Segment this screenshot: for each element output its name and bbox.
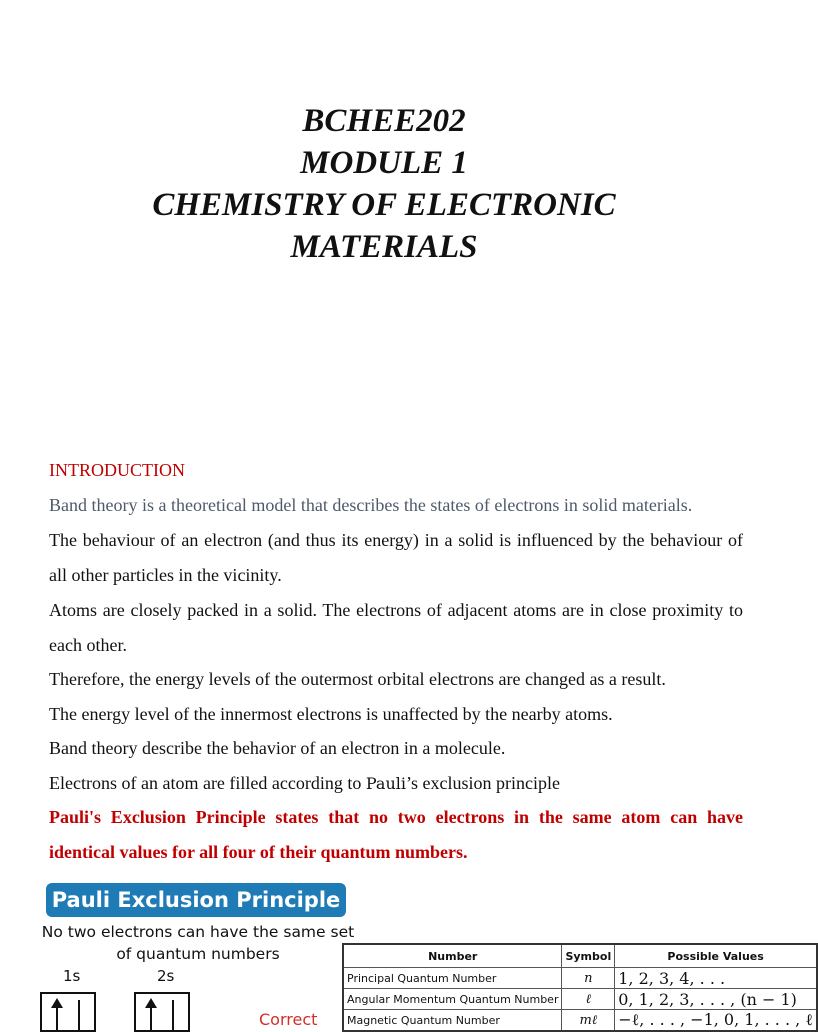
paragraph-6-prefix: Electrons of an atom are filled according to — [49, 773, 366, 793]
quantum-number-symbol: mℓ — [562, 1010, 615, 1032]
module-title-line-2: MATERIALS — [290, 229, 478, 265]
pauli-name: Pauli — [365, 774, 406, 793]
section-heading: INTRODUCTION — [49, 460, 185, 480]
column-header: Possible Values — [615, 944, 817, 968]
course-code: BCHEE202 — [302, 103, 466, 139]
table-header-row — [343, 944, 817, 968]
quantum-number-values: 1, 2, 3, 4, . . . — [615, 968, 817, 989]
column-header: Number — [343, 944, 562, 968]
quantum-number-values: −ℓ, . . . , −1, 0, 1, . . . , ℓ — [615, 1010, 817, 1032]
orbital-box-2s — [134, 992, 190, 1032]
paragraph-1: The behaviour of an electron (and thus its energy) in a solid is influenced by the behaviour of all other particles in the vicinity. — [49, 530, 743, 585]
figure-badge: Pauli Exclusion Principle — [46, 883, 346, 917]
module-number: MODULE 1 — [300, 145, 468, 181]
quantum-number-values: 0, 1, 2, 3, . . . , (n − 1) — [615, 989, 817, 1010]
correct-label: Correct — [259, 1010, 318, 1029]
paragraph-5: Band theory describe the behavior of an electron in a molecule. — [49, 738, 506, 758]
lead-paragraph: Band theory is a theoretical model that describes the states of electrons in solid materials. — [49, 495, 693, 515]
paragraph-6 — [49, 766, 743, 801]
table-row — [343, 1010, 817, 1032]
spin-up-arrow-icon — [56, 1000, 58, 1030]
paragraph-2: Atoms are closely packed in a solid. The electrons of adjacent atoms are in close proximity to each other. — [49, 600, 743, 655]
column-header: Symbol — [562, 944, 615, 968]
quantum-number-symbol: ℓ — [562, 989, 615, 1010]
pauli-statement: Pauli's Exclusion Principle states that no two electrons in the same atom can have identical values for all four of their quantum numbers. — [49, 807, 743, 862]
orbital-box-1s — [40, 992, 96, 1032]
quantum-number-name: Angular Momentum Quantum Number — [343, 989, 562, 1010]
paragraph-6-suffix: ’s exclusion principle — [406, 773, 560, 793]
spin-down-arrow-icon — [78, 1000, 80, 1030]
document-title — [0, 100, 768, 268]
quantum-numbers-table — [342, 943, 818, 1032]
paragraph-3: Therefore, the energy levels of the outermost orbital electrons are changed as a result. — [49, 669, 666, 689]
orbital-label-2s: 2s — [157, 967, 175, 985]
quantum-number-symbol: n — [562, 968, 615, 989]
table-row — [343, 989, 817, 1010]
module-title-line-1: CHEMISTRY OF ELECTRONIC — [152, 187, 616, 223]
spin-up-arrow-icon — [150, 1000, 152, 1030]
quantum-number-name: Magnetic Quantum Number — [343, 1010, 562, 1032]
quantum-number-name: Principal Quantum Number — [343, 968, 562, 989]
spin-down-arrow-icon — [172, 1000, 174, 1030]
figure-caption: No two electrons can have the same set of quantum numbers — [41, 923, 355, 963]
table-row — [343, 968, 817, 989]
paragraph-4: The energy level of the innermost electrons is unaffected by the nearby atoms. — [49, 704, 613, 724]
orbital-label-1s: 1s — [63, 967, 81, 985]
